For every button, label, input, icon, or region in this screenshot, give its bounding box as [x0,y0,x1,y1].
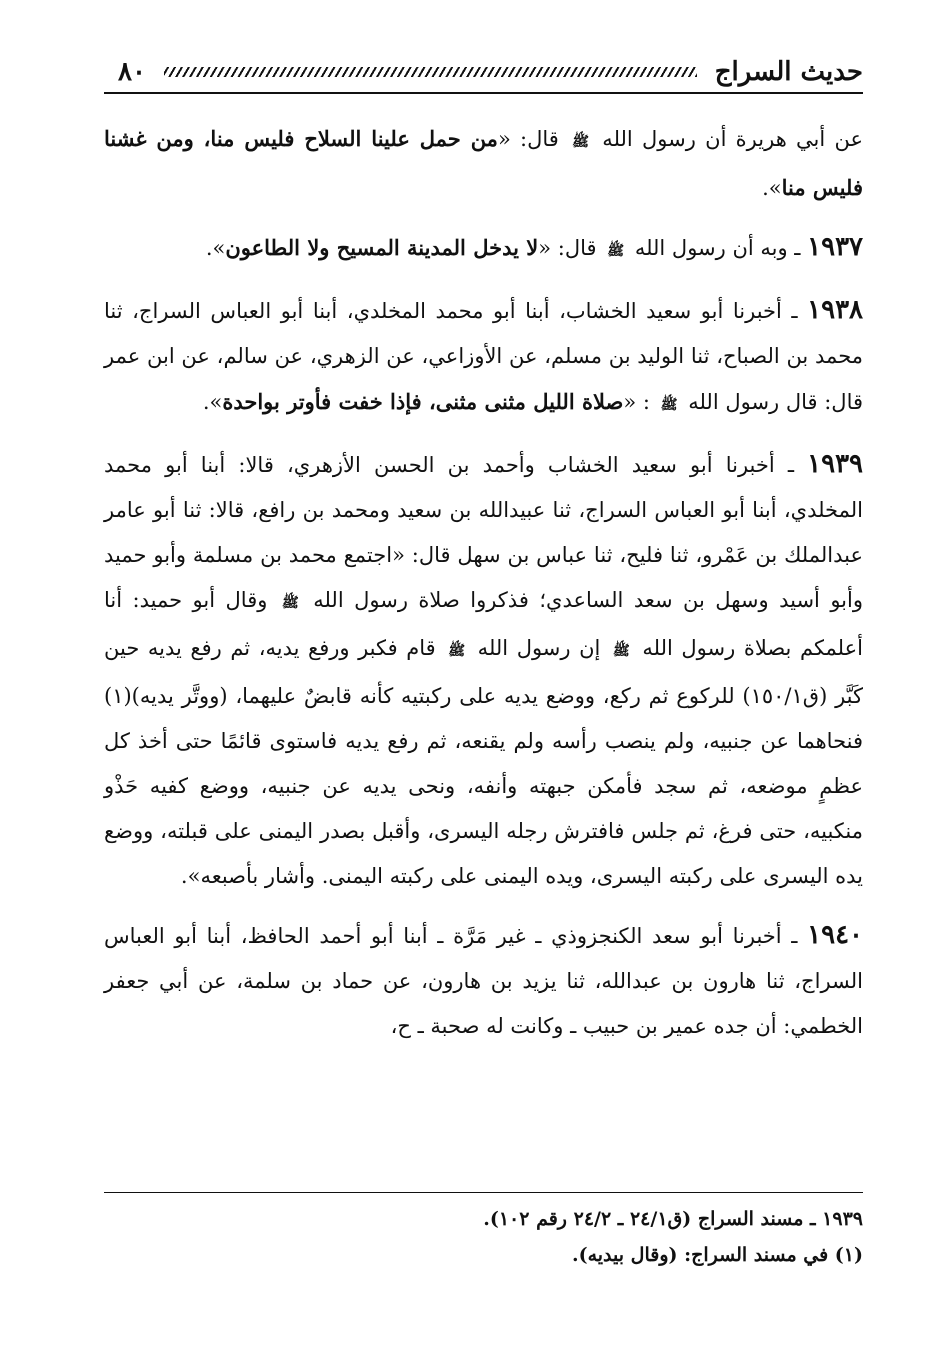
salawat-glyph: ﷺ [607,243,625,259]
footnote-text: ـ مسند السراج (ق٢٤/١ ـ ٢٤/٢ رقم ١٠٢). [483,1208,823,1230]
text-run: ». [205,236,226,260]
footnote-ref: ١٩٣٩ [822,1208,863,1230]
body-text [104,116,863,1049]
footnote [104,1237,863,1273]
paragraph [104,442,863,899]
salawat-glyph: ﷺ [572,134,590,150]
text-run: ـ وبه أن رسول الله [628,236,808,260]
text-run: ـ أخبرنا أبو سعيد الخشاب، أبنا أبو محمد المخلدي، أبنا أبو العباس السراج، ثنا محمد بن الصباح، ثنا الوليد بن مسلم، عن الأوزاعي، عن الزهري، عن سالم، عن ابن عمر قال: قال رسول الله [104,299,863,414]
paragraph [104,288,863,428]
footnote [104,1201,863,1237]
salawat-glyph: ﷺ [448,643,466,659]
salawat-glyph: ﷺ [660,397,678,413]
header-rule [164,67,697,77]
footnotes [104,1192,863,1273]
text-run: قال: « [538,236,604,260]
paragraph [104,225,863,274]
footnote-ref: (١) [834,1244,863,1266]
hadith-number: ١٩٤٠ [807,920,863,950]
text-run: ». [202,390,223,414]
page-number: ٨٠ [118,57,146,87]
hadith-number: ١٩٣٩ [807,449,863,479]
text-run: ـ أخبرنا أبو سعد الكنجزوذي ـ غير مَرَّة ـ أبنا أبو أحمد الحافظ، أبنا أبو العباس السراج، ثنا هارون بن عبدالله، ثنا يزيد بن هارون، عن حماد بن سلمة، عن أبي جعفر الخطمي: أن جده عمير بن حبيب ـ وكانت له صحبة ـ ح، [104,924,863,1038]
hadith-quote: من حمل علينا السلاح فليس منا، ومن غشنا فليس منا [104,126,863,200]
paragraph [104,116,863,211]
paragraph [104,913,863,1049]
text-run: : « [623,390,657,414]
text-run: ـ أخبرنا أبو سعيد الخشاب وأحمد بن الحسن الأزهري، قالا: أبنا أبو محمد المخلدي، أبنا أبو العباس السراج، ثنا عبيدالله بن سعيد ومحمد بن رافع، قالا: ثنا أبو عامر عبدالملك بن عَمْرو، ثنا فليح، ثنا عباس بن سهل قال: «اجتمع محمد بن مسلمة وأبو حميد وأبو أسيد وسهل بن سعد الساعدي؛ فذكروا صلاة رسول الله [104,453,864,612]
hadith-quote: صلاة الليل مثنى مثنى، فإذا خفت فأوتر بواحدة [222,389,624,414]
hadith-quote: لا يدخل المدينة المسيح ولا الطاعون [225,235,539,260]
text-run: عن أبي هريرة أن رسول الله [593,127,864,151]
running-header [104,52,863,94]
text-run: قال: « [497,127,569,151]
text-run: وقال أبو حميد: أنا أعلمكم بصلاة رسول الله [104,588,863,660]
text-run: قام فكبر ورفع يديه، ثم رفع يديه حين كَبَّر (ق١٥٠/١) للركوع ثم ركع، ووضع يديه على ركبتيه كأنه قابضٌ عليهما، (ووتَّر يديه)(١) فنحاهما عن جنبيه، ولم ينصب رأسه ولم يقنعه، ثم رفع يديه فاستوى قائمًا حتى أخذ كل عظمٍ موضعه، ثم سجد فأمكن جبهته وأنفه، ونحى يديه عن جنبيه، ووضع كفيه حَذْو منكبيه، حتى فرغ، ثم جلس فافترش رجله اليسرى، وأقبل بصدر اليمنى على قبلته، ووضع يده اليسرى على ركبته اليسرى، ويده اليمنى على ركبته اليمنى. وأشار بأصبعه». [104,636,863,888]
salawat-glyph: ﷺ [281,595,299,611]
text-run: إن رسول الله [469,636,609,660]
salawat-glyph: ﷺ [612,643,630,659]
hadith-number: ١٩٣٧ [807,232,863,262]
text-run: ». [762,176,782,200]
hadith-number: ١٩٣٨ [807,295,863,325]
book-title: حديث السراج [714,57,863,87]
footnote-text: في مسند السراج: (وقال بيديه). [571,1244,835,1266]
